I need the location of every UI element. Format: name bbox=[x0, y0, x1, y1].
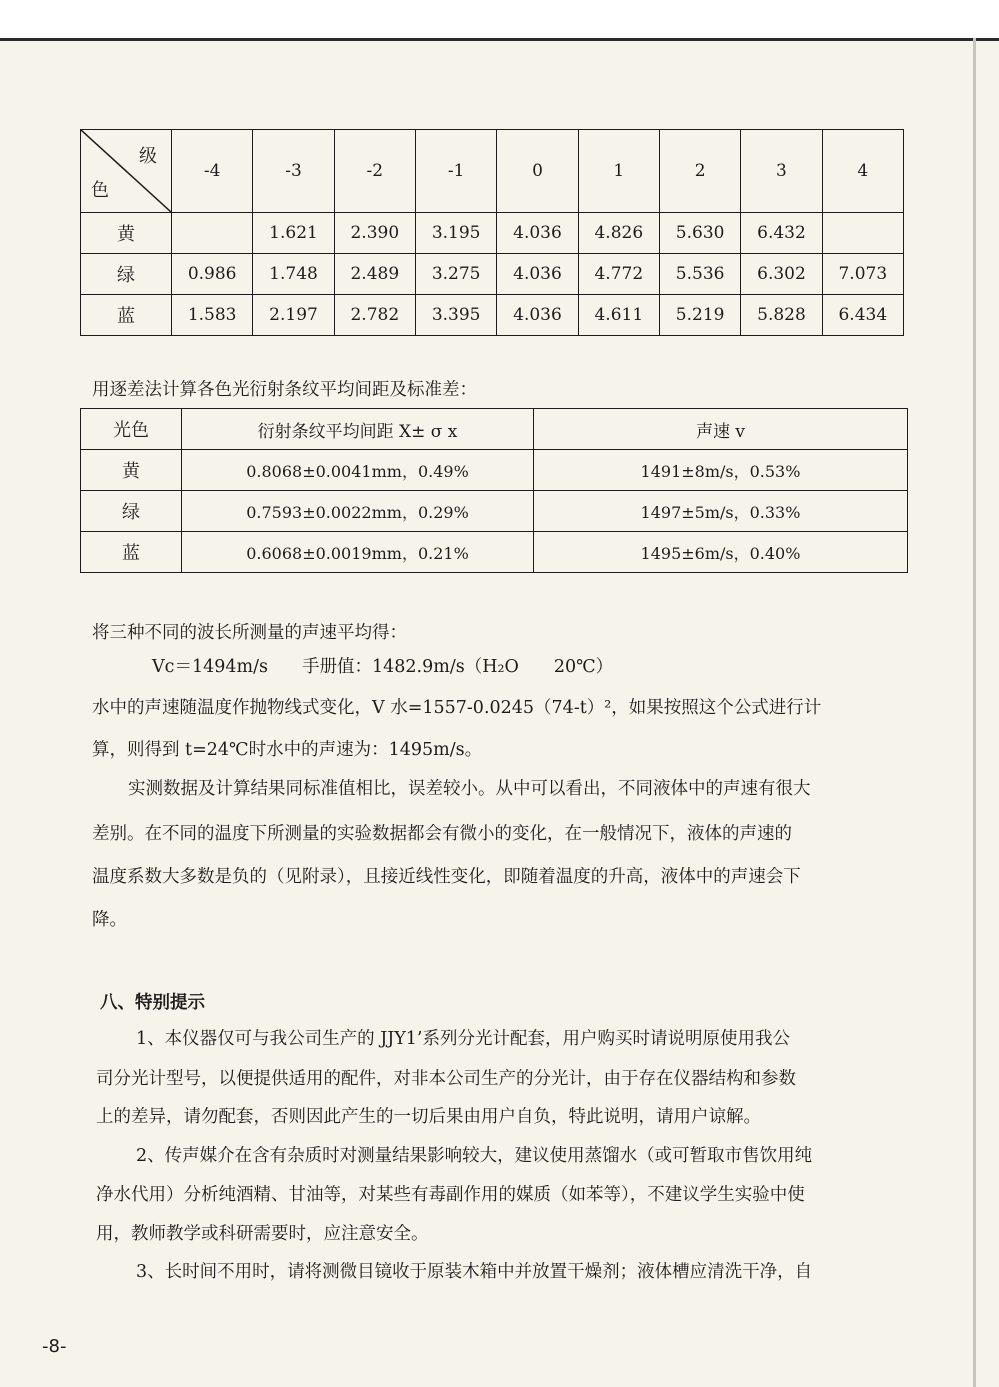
table-cell: 5.219 bbox=[659, 295, 740, 336]
table-cell: 1.748 bbox=[253, 254, 334, 295]
table-row bbox=[81, 213, 904, 254]
level-header: -3 bbox=[253, 130, 334, 213]
speed-value: 1497±5m/s，0.33% bbox=[534, 491, 908, 532]
average-line: 将三种不同的波长所测量的声速平均得： bbox=[92, 623, 407, 643]
note-line: 3、长时间不用时，请将测微目镜收于原装木箱中并放置干燥剂；液体槽应清洗干净，自 bbox=[136, 1262, 813, 1282]
speed-table bbox=[80, 408, 908, 573]
note-line: 1、本仪器仅可与我公司生产的 JJY1’系列分光计配套，用户购买时请说明原使用我公 bbox=[136, 1029, 790, 1049]
analysis-line: 温度系数大多数是负的（见附录），且接近线性变化，即随着温度的升高，液体中的声速会下 bbox=[92, 867, 801, 887]
color-label: 黄 bbox=[81, 450, 182, 491]
table-cell: 6.434 bbox=[822, 295, 903, 336]
note-line: 用，教师教学或科研需要时，应注意安全。 bbox=[96, 1224, 429, 1244]
level-header: 3 bbox=[741, 130, 822, 213]
table-cell bbox=[172, 213, 253, 254]
table-cell: 5.828 bbox=[741, 295, 822, 336]
table-cell: 3.395 bbox=[415, 295, 496, 336]
page-right-edge bbox=[973, 38, 976, 1387]
table-row bbox=[81, 254, 904, 295]
section-title: 八、特别提示 bbox=[100, 993, 205, 1013]
note-line: 净水代用）分析纯酒精、甘油等，对某些有毒副作用的媒质（如苯等），不建议学生实验中使 bbox=[96, 1185, 805, 1205]
table-cell bbox=[822, 213, 903, 254]
table-cell: 5.536 bbox=[659, 254, 740, 295]
table-cell: 4.036 bbox=[497, 254, 578, 295]
table-cell: 4.036 bbox=[497, 213, 578, 254]
spacing-value: 0.8068±0.0041mm，0.49% bbox=[182, 450, 534, 491]
color-label: 蓝 bbox=[81, 532, 182, 573]
formula-line-1: 水中的声速随温度作抛物线式变化，V 水=1557-0.0245（74-t）²，如果按照这个公式进行计 bbox=[92, 698, 822, 718]
analysis-line: 降。 bbox=[92, 910, 127, 930]
table-row bbox=[81, 450, 908, 491]
table-header-row bbox=[81, 130, 904, 213]
speed-value: 1495±6m/s，0.40% bbox=[534, 532, 908, 573]
color-label: 黄 bbox=[81, 213, 172, 254]
table-cell: 6.432 bbox=[741, 213, 822, 254]
corner-cell bbox=[81, 130, 172, 213]
color-label: 绿 bbox=[81, 254, 172, 295]
table-row bbox=[81, 532, 908, 573]
header-speed: 声速 v bbox=[534, 409, 908, 450]
note-line: 2、传声媒介在含有杂质时对测量结果影响较大，建议使用蒸馏水（或可暂取市售饮用纯 bbox=[136, 1146, 813, 1166]
corner-level-label: 级 bbox=[139, 146, 157, 167]
corner-color-label: 色 bbox=[91, 180, 109, 201]
level-header: 0 bbox=[497, 130, 578, 213]
level-header: 4 bbox=[822, 130, 903, 213]
color-label: 绿 bbox=[81, 491, 182, 532]
table-row bbox=[81, 295, 904, 336]
table-cell: 2.390 bbox=[334, 213, 415, 254]
table-cell: 3.195 bbox=[415, 213, 496, 254]
diffraction-table bbox=[80, 129, 904, 336]
table-row bbox=[81, 491, 908, 532]
color-label: 蓝 bbox=[81, 295, 172, 336]
table-cell: 1.621 bbox=[253, 213, 334, 254]
analysis-line: 差别。在不同的温度下所测量的实验数据都会有微小的变化，在一般情况下，液体的声速的 bbox=[92, 824, 792, 844]
note-line: 上的差异，请勿配套，否则因此产生的一切后果由用户自负，特此说明，请用户谅解。 bbox=[96, 1107, 761, 1127]
table-cell: 7.073 bbox=[822, 254, 903, 295]
table-cell: 2.197 bbox=[253, 295, 334, 336]
table-cell: 3.275 bbox=[415, 254, 496, 295]
table-cell: 2.782 bbox=[334, 295, 415, 336]
speed-value: 1491±8m/s，0.53% bbox=[534, 450, 908, 491]
header-spacing: 衍射条纹平均间距 X± σ x bbox=[182, 409, 534, 450]
formula-line-2: 算，则得到 t=24℃时水中的声速为：1495m/s。 bbox=[92, 740, 483, 760]
table-cell: 0.986 bbox=[172, 254, 253, 295]
table-header-row bbox=[81, 409, 908, 450]
table-cell: 2.489 bbox=[334, 254, 415, 295]
table-cell: 6.302 bbox=[741, 254, 822, 295]
vc-value: Vc＝1494m/s bbox=[152, 657, 268, 677]
table-cell: 5.630 bbox=[659, 213, 740, 254]
level-header: 1 bbox=[578, 130, 659, 213]
level-header: -4 bbox=[172, 130, 253, 213]
header-color: 光色 bbox=[81, 409, 182, 450]
intro-line: 用逐差法计算各色光衍射条纹平均间距及标准差： bbox=[92, 380, 477, 400]
table-cell: 4.772 bbox=[578, 254, 659, 295]
handbook-value: 手册值：1482.9m/s（H₂O 20℃） bbox=[302, 657, 614, 677]
analysis-line: 实测数据及计算结果同标准值相比，误差较小。从中可以看出，不同液体中的声速有很大 bbox=[128, 779, 811, 799]
level-header: 2 bbox=[659, 130, 740, 213]
spacing-value: 0.7593±0.0022mm，0.29% bbox=[182, 491, 534, 532]
page-top-edge bbox=[0, 38, 999, 41]
table-cell: 1.583 bbox=[172, 295, 253, 336]
level-header: -1 bbox=[415, 130, 496, 213]
spacing-value: 0.6068±0.0019mm，0.21% bbox=[182, 532, 534, 573]
table-cell: 4.826 bbox=[578, 213, 659, 254]
table-cell: 4.036 bbox=[497, 295, 578, 336]
page-number: -8- bbox=[42, 1336, 67, 1357]
scan-margin bbox=[0, 0, 999, 38]
note-line: 司分光计型号，以便提供适用的配件，对非本公司生产的分光计，由于存在仪器结构和参数 bbox=[96, 1069, 796, 1089]
table-cell: 4.611 bbox=[578, 295, 659, 336]
level-header: -2 bbox=[334, 130, 415, 213]
